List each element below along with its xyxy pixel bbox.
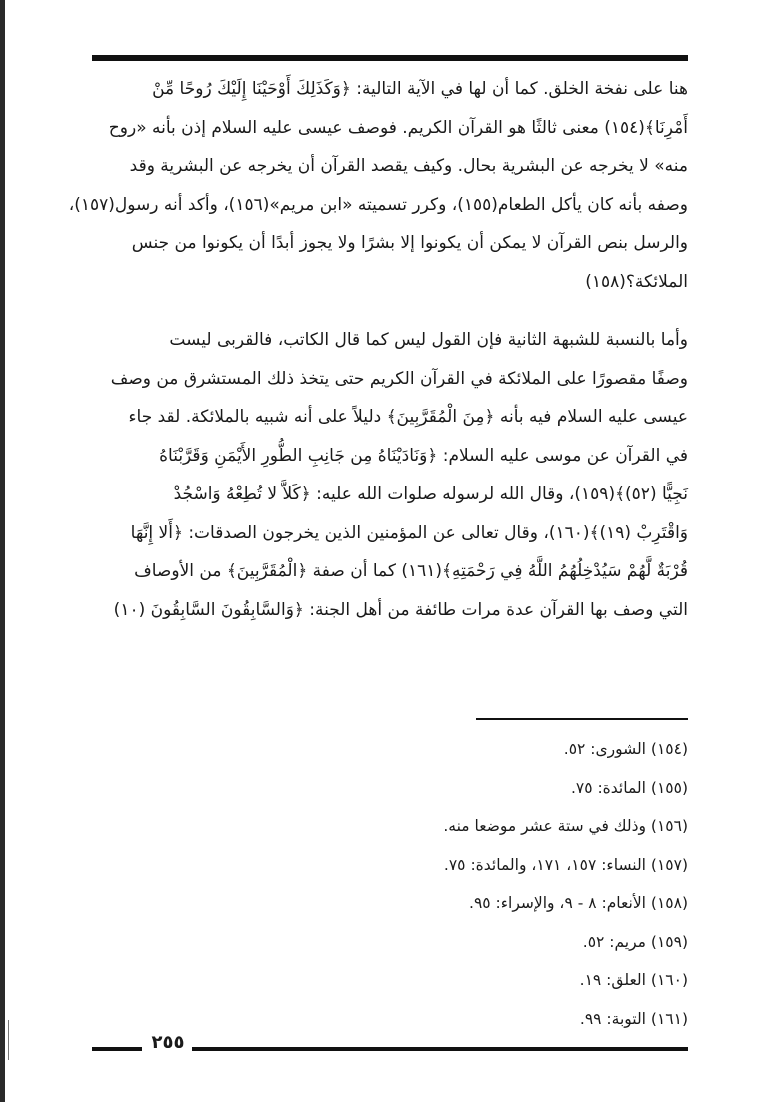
footer-rule-left: [92, 1047, 142, 1051]
text-line: وَاقْتَرِبْ (١٩)﴾(١٦٠)، وقال تعالى عن المؤمنين الذين يخرجون الصدقات: ﴿أَلا إِنَّهَا: [130, 522, 688, 543]
footnote: (١٥٥) المائدة: ٧٥.: [570, 778, 688, 797]
text-line: التي وصف بها القرآن عدة مرات طائفة من أهل الجنة: ﴿وَالسَّابِقُونَ السَّابِقُونَ (١٠): [113, 599, 688, 620]
text-line: عيسى عليه السلام فيه بأنه ﴿مِنَ الْمُقَرَّبِينَ﴾ دليلاً على أنه شبيه بالملائكة. لقد جاء: [128, 407, 688, 427]
footnotes: [380, 730, 688, 1038]
text-line: وصفه بأنه كان يأكل الطعام(١٥٥)، وكرر تسميته «ابن مريم»(١٥٦)، وأكد أنه رسول(١٥٧)،: [68, 194, 688, 215]
text-line: في القرآن عن موسى عليه السلام: ﴿وَنَادَيْنَاهُ مِن جَانِبِ الطُّورِ الأَيْمَنِ وَقَرَّبْنَاهُ: [159, 445, 688, 466]
footnote: (١٥٩) مريم: ٥٢.: [582, 932, 688, 951]
text-line: أَمْرِنَا﴾(١٥٤) معنى ثالثًا هو القرآن الكريم. فوصف عيسى عليه السلام إذن بأنه «روح: [108, 117, 688, 138]
footer-rule-right: [192, 1047, 688, 1051]
scan-edge-mark: [8, 1020, 9, 1060]
text-line: الملائكة؟(١٥٨): [585, 271, 688, 292]
text-line: وصفًا مقصورًا على الملائكة في القرآن الكريم حتى يتخذ ذلك المستشرق من وصف: [110, 368, 688, 389]
footnote: (١٦١) التوبة: ٩٩.: [579, 1009, 688, 1028]
text-line: والرسل بنص القرآن لا يمكن أن يكونوا إلا بشرًا ولا يجوز أبدًا أن يكونوا من جنس: [131, 233, 688, 253]
footnote: (١٥٦) وذلك في ستة عشر موضعا منه.: [443, 817, 688, 835]
footnote: (١٥٤) الشورى: ٥٢.: [563, 740, 688, 758]
page-number: ٢٥٥: [151, 1032, 185, 1053]
text-line: منه» لا يخرجه عن البشرية بحال. وكيف يقصد القرآن أن يخرجه عن البشرية وقد: [129, 156, 688, 176]
footnote-separator: [476, 718, 688, 720]
text-line: نَجِيًّا (٥٢)﴾(١٥٩)، وقال الله لرسوله صلوات الله عليه: ﴿كَلاَّ لا تُطِعْهُ وَاسْجُدْ: [173, 484, 688, 504]
header-rule: [92, 55, 688, 61]
footnote: (١٥٧) النساء: ١٥٧، ١٧١، والمائدة: ٧٥.: [443, 855, 688, 874]
paragraph-gap: [92, 301, 688, 321]
main-text: [68, 70, 688, 629]
scan-edge: [0, 0, 5, 1102]
text-line: قُرْبَةٌ لَّهُمْ سَيُدْخِلُهُمُ اللَّهُ فِي رَحْمَتِهِ﴾(١٦١) كما أن صفة ﴿الْمُقَرَّبِينَ﴾ من الأوصاف: [134, 561, 688, 581]
footnote: (١٦٠) العلق: ١٩.: [579, 971, 688, 989]
page-footer: [92, 1032, 688, 1058]
text-line: وأما بالنسبة للشبهة الثانية فإن القول ليس كما قال الكاتب، فالقربى ليست: [169, 330, 688, 350]
footnote: (١٥٨) الأنعام: ٨ - ٩، والإسراء: ٩٥.: [469, 894, 688, 912]
text-line: هنا على نفخة الخلق. كما أن لها في الآية التالية: ﴿وَكَذَلِكَ أَوْحَيْنَا إِلَيْكَ رُوحًا مِّنْ: [152, 79, 688, 99]
